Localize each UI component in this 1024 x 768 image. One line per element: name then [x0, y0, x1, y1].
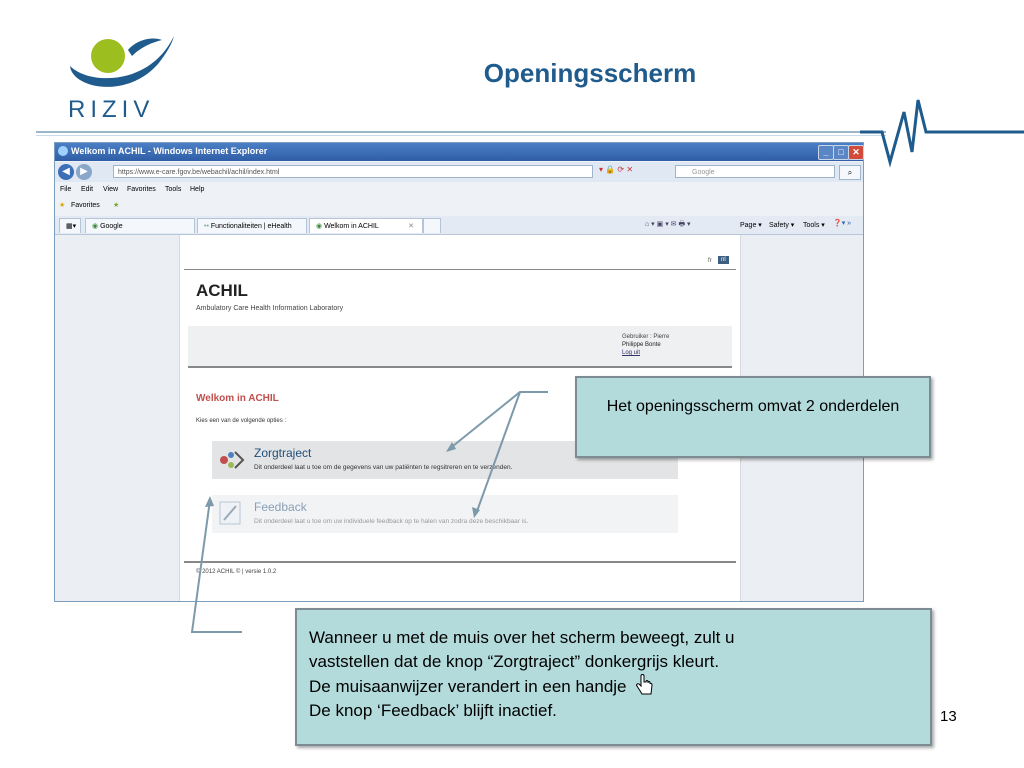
tab-label: Functionaliteiten | eHealth — [210, 223, 292, 230]
forward-icon[interactable]: ▶ — [76, 164, 92, 180]
welcome-title: Welkom in ACHIL — [196, 393, 279, 404]
minimize-button[interactable]: _ — [818, 145, 834, 160]
callout-bottom-line-2: vaststellen dat de knop “Zorgtraject” donkergrijs kleurt. — [309, 652, 720, 671]
favorites-label[interactable]: Favorites — [71, 202, 100, 209]
riziv-logo — [62, 30, 182, 96]
tab-label: Google — [100, 223, 123, 230]
logo-text: RIZIV — [68, 96, 155, 123]
menu-help[interactable]: Help — [190, 186, 205, 193]
logout-link[interactable]: Log uit — [622, 350, 641, 356]
safety-menu[interactable]: Safety ▾ — [769, 222, 795, 229]
choose-option-text: Kies een van de volgende opties : — [196, 418, 287, 424]
home-icon[interactable]: ⌂ ▾ ▣ ▾ ✉ 🖶 ▾ — [645, 221, 691, 228]
hand-cursor-icon — [633, 674, 655, 696]
zorgtraject-title: Zorgtraject — [254, 446, 312, 460]
new-tab-button[interactable] — [423, 218, 441, 233]
menu-favorites[interactable]: Favorites — [127, 186, 156, 193]
zorgtraject-icon — [216, 449, 246, 471]
tab-functionaliteiten[interactable] — [197, 218, 307, 233]
tools-menu[interactable]: Tools ▾ — [803, 222, 825, 229]
tab-label: Welkom in ACHIL — [324, 223, 379, 230]
address-row — [55, 162, 863, 182]
user-name: Philippe Bonte — [622, 342, 661, 348]
ie-tab-icon: ◉ — [316, 223, 323, 230]
close-button[interactable]: ✕ — [848, 145, 864, 160]
tab-google[interactable] — [85, 218, 195, 233]
header-divider — [36, 131, 886, 133]
feedback-button[interactable] — [212, 495, 678, 533]
callout-bottom-line-3 — [309, 674, 735, 699]
favorites-bar — [55, 198, 863, 214]
zorgtraject-desc: Dit onderdeel laat u toe om de gegevens van uw patiënten te regsitreren en te verzenden. — [254, 464, 513, 471]
app-name: ACHIL — [196, 281, 248, 300]
callout-bottom-line-3-text: De muisaanwijzer verandert in een handje — [309, 677, 627, 696]
help-icon[interactable]: ❓▾ » — [833, 220, 852, 227]
menu-file[interactable]: File — [60, 186, 72, 193]
user-label: Gebruiker : Pierre — [622, 334, 670, 340]
page-number: 13 — [940, 708, 957, 725]
menu-view[interactable]: View — [103, 186, 119, 193]
menu-edit[interactable]: Edit — [81, 186, 94, 193]
address-bar[interactable]: https://www.e-care.fgov.be/webachil/achil/index.html — [113, 165, 593, 178]
callout-bottom — [295, 608, 932, 746]
tab-welkom-achil[interactable] — [309, 218, 423, 233]
lang-nl[interactable]: nl — [718, 256, 729, 264]
feedback-desc: Dit onderdeel laat u toe om uw individuele feedback op te halen van zodra deze beschikbaar is. — [254, 518, 529, 525]
browser-window — [54, 142, 864, 602]
page-tools-icons[interactable]: ▾ 🔒 ⟳ ✕ — [599, 165, 634, 174]
ie-icon — [58, 146, 68, 156]
user-bar — [188, 326, 732, 368]
search-icon[interactable]: ⌕ — [839, 165, 861, 180]
page-footer: © 2012 ACHIL © | versie 1.0.2 — [196, 569, 277, 575]
heartbeat-line-icon — [860, 92, 1024, 172]
menu-tools[interactable]: Tools — [165, 186, 182, 193]
callout-bottom-line-4: De knop ‘Feedback’ blijft inactief. — [309, 701, 557, 720]
tab-close-icon[interactable]: ✕ — [408, 223, 414, 230]
slide-title: Openingsscherm — [483, 58, 697, 88]
browser-titlebar — [55, 143, 863, 161]
add-favorite-icon[interactable]: ★ — [113, 202, 120, 209]
search-input[interactable]: Google — [675, 165, 835, 178]
callout-bottom-line-1: Wanneer u met de muis over het scherm beweegt, zult u — [309, 628, 735, 647]
maximize-button[interactable]: □ — [833, 145, 849, 160]
quick-tabs-icon[interactable]: ▦▾ — [59, 218, 81, 233]
top-rule — [184, 269, 736, 270]
footer-rule — [184, 561, 736, 563]
back-icon[interactable]: ◀ — [58, 164, 74, 180]
app-subtitle: Ambulatory Care Health Information Laboratory — [196, 305, 344, 312]
feedback-title: Feedback — [254, 500, 307, 514]
menu-bar — [55, 183, 863, 197]
header-divider-thin — [36, 135, 886, 136]
page-menu[interactable]: Page ▾ — [740, 222, 762, 229]
ehealth-tab-icon: •• — [204, 223, 209, 230]
feedback-icon — [218, 500, 244, 526]
riziv-logo-mark — [62, 30, 182, 96]
callout-top — [575, 376, 931, 458]
favorites-star-icon[interactable]: ★ — [59, 202, 66, 209]
callout-top-text: Het openingsscherm omvat 2 onderdelen — [606, 398, 900, 415]
window-title: Welkom in ACHIL - Windows Internet Explorer — [71, 146, 268, 156]
lang-fr[interactable]: fr — [708, 258, 712, 264]
ie-tab-icon: ◉ — [92, 223, 99, 230]
tab-row — [55, 216, 863, 235]
